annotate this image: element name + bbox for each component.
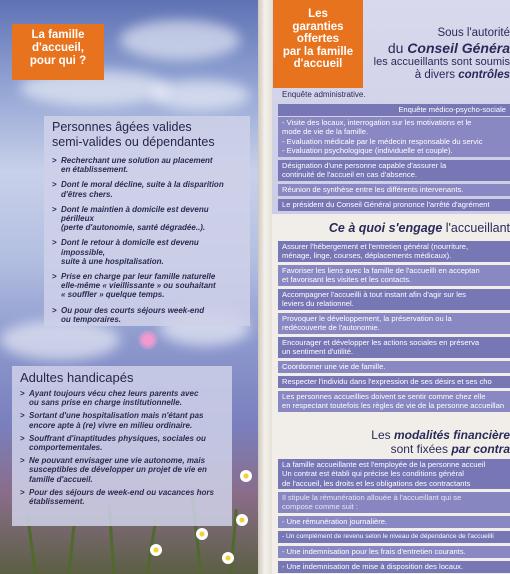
title-line: Personnes âgées valides xyxy=(52,120,192,134)
box-line: - Evaluation médicale par le médecin responsable du servic xyxy=(282,136,483,146)
list-item xyxy=(52,156,242,174)
title-emphasis: par contra xyxy=(451,442,510,456)
item-text xyxy=(61,180,224,198)
item-text xyxy=(61,205,242,233)
item-line: Recherchant une solution au placement xyxy=(61,156,213,165)
engage-item xyxy=(278,361,510,373)
box-line: continuité de l'accueil en cas d'absence. xyxy=(282,170,418,180)
box-heading: Enquête médico-psycho-sociale xyxy=(398,105,506,114)
title-text: l'accueillant xyxy=(442,221,510,235)
box-line: - Evaluation psychologique (individuelle et couple). xyxy=(282,146,453,156)
intro-text: du xyxy=(387,40,408,56)
item-line: encore apte à (re) vivre en milieu ordinaire. xyxy=(29,420,193,430)
item-line: Dont le retour à domicile est devenu impossible, xyxy=(61,238,199,257)
elderly-list xyxy=(52,156,242,324)
intro-emphasis: Conseil Généra xyxy=(407,40,510,56)
engage-item xyxy=(278,313,510,334)
box-line: Assurer l'hébergement et l'entretien général (nourriture, xyxy=(282,242,469,251)
engage-item xyxy=(278,391,510,412)
box-line: Provoquer le développement, la préservation ou la xyxy=(282,314,452,323)
box-line: - Visite des locaux, interrogation sur les motivations et le xyxy=(282,118,472,127)
finance-item xyxy=(278,561,510,573)
control-box-reunion xyxy=(278,184,510,196)
finance-contract-box xyxy=(278,459,510,489)
list-item xyxy=(20,389,224,407)
list-item xyxy=(52,238,242,266)
bullet-glyph: > xyxy=(52,305,57,315)
intro-text: à divers xyxy=(414,69,459,81)
item-line: Pour des séjours de week-end ou vacances hors xyxy=(29,487,214,497)
control-box-medico-details xyxy=(278,117,510,157)
box-line: et favorisant les visites et les contacts. xyxy=(282,275,412,285)
box-line: - Une indemnisation de mise à disposition des locaux. xyxy=(282,562,464,571)
item-line: d'êtres chers. xyxy=(61,189,113,199)
item-text xyxy=(61,306,204,324)
pink-flower xyxy=(138,330,158,350)
bullet-glyph: > xyxy=(20,411,25,421)
box-line: Respecter l'individu dans l'expression de ses désirs et ses cho xyxy=(282,377,492,386)
item-line: ou sans prise en charge institutionnelle. xyxy=(29,398,182,408)
item-line: Sortant d'une hospitalisation mais n'étant pas xyxy=(29,411,204,421)
header-line: pour qui ? xyxy=(29,55,87,67)
header-line: Les xyxy=(308,8,328,20)
box-line: Un contrat est établi qui précise les conditions général xyxy=(282,469,464,479)
finance-item xyxy=(278,546,510,558)
bullet-glyph: > xyxy=(20,433,25,443)
header-line: offertes xyxy=(296,33,340,46)
box-line: de l'accueil, les droits et les obligations des contractants xyxy=(282,478,471,488)
section-header-guarantees xyxy=(273,0,363,88)
engage-item xyxy=(278,289,510,310)
box-line: mode de vie de la famille. xyxy=(282,127,369,137)
box-line: un sentiment d'utilité. xyxy=(282,347,354,357)
title-emphasis: Ce à quoi s'engage xyxy=(328,221,443,235)
list-item xyxy=(20,488,224,506)
cloud-shape xyxy=(120,20,240,60)
box-line: Désignation d'une personne capable d'assurer la xyxy=(282,161,447,170)
title-text: sont fixées xyxy=(390,442,452,456)
daisy-flower xyxy=(150,544,162,556)
intro-line xyxy=(360,40,510,56)
bullet-glyph: > xyxy=(20,389,25,398)
elderly-title xyxy=(52,120,242,150)
engage-item xyxy=(278,241,510,262)
box-line: - Une rémunération journalière. xyxy=(282,517,388,526)
item-line: Dont le moral décline, suite à la disparition xyxy=(61,180,224,190)
grass-blade xyxy=(67,524,75,574)
daisy-flower xyxy=(222,552,234,564)
box-line: Accompagner l'accueilli à tout instant afin d'agir sur les xyxy=(282,290,466,299)
finance-title xyxy=(272,428,510,456)
control-item: Enquête administrative. xyxy=(282,90,366,99)
list-item xyxy=(20,434,224,452)
control-box-designation xyxy=(278,160,510,181)
item-line: comportementales. xyxy=(29,443,103,453)
bullet-glyph: > xyxy=(20,487,25,497)
item-line: Ayant toujours vécu chez leurs parents avec xyxy=(29,389,199,398)
list-item xyxy=(52,205,242,233)
box-line: leviers du relationnel. xyxy=(282,299,354,309)
engage-item xyxy=(278,376,510,388)
finance-item xyxy=(278,516,510,528)
list-item xyxy=(20,456,224,484)
box-line: La famille accueillante est l'employée de la personne accueil xyxy=(282,460,486,469)
box-line: redécouverte de l'autonomie. xyxy=(282,323,380,333)
header-line: par la famille xyxy=(282,45,354,58)
box-line: en respectant toutefois les règles de vie de la personne accueillan xyxy=(282,401,505,411)
item-text xyxy=(29,434,206,452)
engage-title xyxy=(272,220,510,236)
title-emphasis: modalités financière xyxy=(393,428,510,442)
bullet-glyph: > xyxy=(52,180,57,190)
daisy-flower xyxy=(240,470,252,482)
item-line: Souffrant d'inaptitudes physiques, sociales ou xyxy=(29,433,206,443)
list-item xyxy=(52,272,242,300)
disabled-card xyxy=(12,366,232,526)
item-text xyxy=(29,488,214,506)
item-text xyxy=(61,156,213,174)
box-line: Favoriser les liens avec la famille de l'accueilli en acceptan xyxy=(282,266,480,275)
finance-remuneration-intro xyxy=(278,492,510,513)
intro-line: Sous l'autorité xyxy=(437,27,510,39)
title-line xyxy=(272,442,510,456)
header-line: La famille xyxy=(31,29,85,41)
daisy-flower xyxy=(196,528,208,540)
item-line: Dont le maintien à domicile est devenu périlleux xyxy=(61,204,209,224)
item-text xyxy=(29,411,204,429)
box-line: - Un complément de revenu selon le niveau de dépendance de l'accueilli xyxy=(282,533,494,540)
right-panel xyxy=(272,0,510,574)
item-line: établissement. xyxy=(29,497,85,507)
item-line: elle-même « vieillissante » ou souhaitant xyxy=(61,281,216,291)
box-line: ménage, linge, courses, déplacements médicaux). xyxy=(282,251,452,261)
control-box-president xyxy=(278,199,510,211)
intro-line xyxy=(360,69,510,82)
control-box-medico xyxy=(278,104,510,116)
title-line: semi-valides ou dépendantes xyxy=(52,135,215,149)
box-line: compose comme suit : xyxy=(282,502,358,512)
list-item xyxy=(52,306,242,324)
bullet-glyph: > xyxy=(52,156,57,165)
engage-item xyxy=(278,337,510,358)
item-line: Prise en charge par leur famille naturelle xyxy=(61,272,216,282)
item-line: (perte d'autonomie, santé dégradée..). xyxy=(61,223,206,233)
item-line: ou temporaires. xyxy=(61,314,122,324)
title-text: Les xyxy=(371,428,394,442)
item-line: susceptibles de développer un projet de vie en xyxy=(29,465,207,475)
box-line: Coordonner une vie de famille. xyxy=(282,362,386,371)
bullet-glyph: > xyxy=(52,272,57,282)
finance-item xyxy=(278,531,510,543)
bullet-glyph: > xyxy=(52,238,57,248)
header-line: d'accueil, xyxy=(32,42,84,54)
item-text xyxy=(61,238,242,266)
authority-intro xyxy=(360,27,510,82)
disabled-title: Adultes handicapés xyxy=(20,370,134,385)
daisy-flower xyxy=(236,514,248,526)
item-line: famille d'accueil. xyxy=(29,474,93,484)
section-header-who xyxy=(12,24,104,80)
item-text xyxy=(29,389,198,407)
cloud-shape xyxy=(0,320,120,360)
item-line: « souffler » quelque temps. xyxy=(61,290,165,300)
list-item xyxy=(20,411,224,429)
item-text xyxy=(29,456,207,484)
header-line: garanties xyxy=(292,20,344,33)
bullet-glyph: > xyxy=(20,456,25,466)
box-line: - Une indemnisation pour les frais d'entretien courants. xyxy=(282,547,466,556)
item-line: suite à une hospitalisation. xyxy=(61,256,164,266)
header-line: d'accueil xyxy=(293,58,343,71)
page-fold xyxy=(258,0,272,574)
list-item xyxy=(52,180,242,198)
item-line: Ne pouvant envisager une vie autonome, mais xyxy=(29,456,206,466)
engage-item xyxy=(278,265,510,286)
intro-emphasis: contrôles xyxy=(458,69,510,81)
box-line: Il stipule la rémunération allouée à l'accueillant qui se xyxy=(282,493,462,502)
box-line: Réunion de synthèse entre les différents intervenants. xyxy=(282,185,464,194)
item-line: en établissement. xyxy=(61,165,129,175)
item-line: Ou pour des courts séjours week-end xyxy=(61,305,205,315)
box-line: Encourager et développer les actions sociales en préserva xyxy=(282,338,480,347)
title-line xyxy=(272,428,510,442)
cloud-shape xyxy=(150,80,250,110)
box-line: Le président du Conseil Général prononce l'arrêté d'agrément xyxy=(282,200,490,209)
bullet-glyph: > xyxy=(52,204,57,214)
box-line: Les personnes accueillies doivent se sentir comme chez elle xyxy=(282,392,486,401)
item-text xyxy=(61,272,216,300)
elderly-card xyxy=(44,116,250,326)
intro-line: les accueillants sont soumis xyxy=(373,56,510,68)
